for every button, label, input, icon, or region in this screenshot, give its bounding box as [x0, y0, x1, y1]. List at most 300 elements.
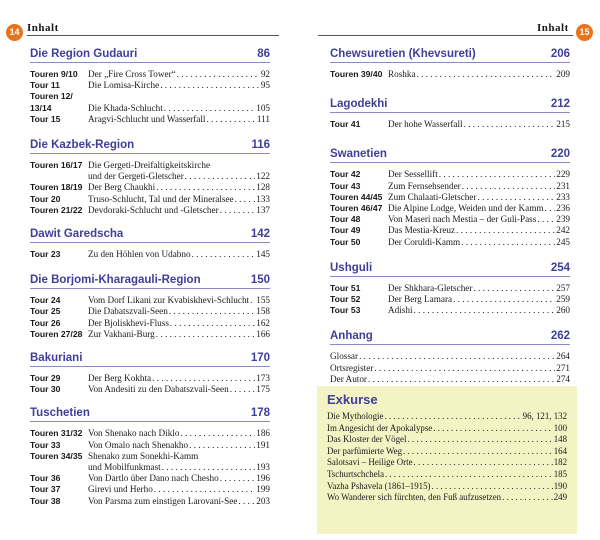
entry-title: Der Shkhara-Gletscher: [388, 282, 473, 293]
tour-number: Touren 9/10: [30, 69, 78, 79]
entry-title-wrap: [88, 329, 270, 340]
right-header-rule: [318, 35, 573, 36]
tour-number: Touren 16/17: [30, 160, 83, 171]
entry-page: 173: [256, 373, 270, 384]
exkurs-page: 190: [553, 480, 567, 491]
toc-entry[interactable]: [30, 160, 270, 171]
leader-dots: [230, 384, 256, 395]
section-heading[interactable]: [30, 270, 270, 289]
entry-title-wrap: [88, 295, 270, 306]
left-page-number: 14: [6, 24, 23, 41]
toc-entry[interactable]: [30, 295, 270, 306]
entry-page: 193: [256, 462, 270, 473]
toc-section: [330, 258, 570, 317]
entry-title-wrap: [88, 384, 270, 395]
exkurs-entry[interactable]: [327, 492, 567, 504]
right-page-title: Inhalt: [537, 22, 569, 34]
toc-entry[interactable]: [30, 80, 270, 91]
leader-dots: [220, 205, 256, 216]
entry-page: 229: [556, 169, 570, 180]
tour-number: Tour 29: [30, 373, 61, 384]
entry-title: Von Andesiti zu den Dabatszvali-Seen: [88, 384, 229, 395]
leader-dots: [473, 283, 555, 294]
toc-entry[interactable]: [30, 373, 270, 384]
toc-section: [30, 44, 270, 125]
toc-section: [30, 135, 270, 216]
appendix-entry[interactable]: [330, 374, 570, 385]
exkurs-entry[interactable]: [327, 423, 567, 435]
entry-page: 158: [256, 306, 270, 317]
entry-title: Die Dabatszvali-Seen: [88, 306, 168, 317]
exkurs-title: Salotsavi – Heilige Orte: [327, 457, 413, 468]
leader-dots: [414, 457, 553, 469]
entry-page: 175: [256, 384, 270, 395]
entry-title-wrap: [88, 114, 270, 125]
exkurs-title: Die Mythologie: [327, 411, 384, 421]
entry-page: 260: [556, 305, 570, 316]
leader-dots: [374, 363, 555, 374]
toc-entry[interactable]: [30, 484, 270, 495]
exkurs-title: Der parfümierte Weg: [327, 445, 403, 456]
entry-page: 155: [256, 295, 270, 306]
section-heading[interactable]: [30, 44, 270, 63]
leader-dots: [439, 169, 555, 180]
entry-page: 245: [556, 236, 570, 247]
entry-title: Der Berg Kokhta: [88, 373, 152, 384]
right-page-number: 15: [576, 24, 593, 41]
leader-dots: [403, 446, 553, 458]
left-header-rule: [27, 35, 279, 36]
left-toc-column: [30, 44, 270, 515]
section-page: 150: [250, 274, 270, 287]
toc-entry[interactable]: [30, 496, 270, 507]
entry-title-wrap: [388, 169, 570, 180]
tour-number: Tour 49: [330, 225, 361, 236]
entry-title: Der Bjoliskhevi-Fluss: [88, 317, 169, 328]
toc-entry[interactable]: [30, 428, 270, 439]
entry-title: und der Gergeti-Gletscher: [88, 171, 184, 182]
entry-page: 166: [256, 328, 270, 339]
entry-title: Das Mestia-Kreuz: [388, 225, 456, 236]
entry-title-wrap: [388, 192, 570, 203]
entry-title: Zu den Höhlen von Udabno: [88, 249, 191, 260]
exkurs-title: Vazha Pshavela (1861–1915): [327, 480, 431, 491]
tour-number: Tour 25: [30, 306, 61, 317]
section-name: Swanetien: [330, 148, 387, 161]
section-heading[interactable]: [30, 224, 270, 243]
tour-number: Touren 39/40: [330, 69, 383, 79]
section-name: Die Borjomi-Kharagauli-Region: [30, 274, 201, 287]
leader-dots: [160, 80, 260, 91]
toc-entry[interactable]: [330, 181, 570, 192]
entry-title: Aragvi-Schlucht und Wasserfall: [88, 113, 206, 124]
entry-title: Der Sessellift: [388, 169, 438, 180]
toc-section: [30, 348, 270, 395]
exkurs-page: 185: [553, 468, 567, 479]
tour-number: Tour 15: [30, 113, 61, 124]
entry-title-wrap: [88, 462, 270, 473]
section-heading[interactable]: [330, 144, 570, 163]
toc-entry[interactable]: [330, 169, 570, 180]
toc-entry[interactable]: [30, 473, 270, 484]
exkurs-page: 182: [553, 457, 567, 468]
tour-number: [30, 171, 88, 182]
entry-page: 92: [260, 69, 270, 79]
entry-page: 274: [556, 373, 570, 384]
exkurs-page: 249: [553, 492, 567, 503]
entry-title: Devdoraki-Schlucht und -Gletscher: [88, 204, 219, 215]
toc-entry[interactable]: [30, 306, 270, 317]
toc-entry[interactable]: [30, 103, 270, 114]
leader-dots: [220, 473, 255, 484]
tour-number: [30, 462, 88, 473]
entry-page: 95: [260, 80, 270, 91]
entry-page: 145: [256, 249, 270, 260]
toc-entry[interactable]: [30, 329, 270, 340]
section-heading[interactable]: [330, 94, 570, 113]
tour-number: Tour 36: [30, 473, 61, 484]
section-heading[interactable]: [330, 44, 570, 63]
entry-title-wrap: [388, 214, 570, 225]
section-name: Dawit Garedscha: [30, 228, 124, 241]
leader-dots: [368, 374, 555, 385]
leader-dots: [384, 411, 521, 423]
entry-title: Shenako zum Sonekhi-Kamm: [88, 450, 199, 461]
toc-entry[interactable]: [30, 91, 270, 102]
leader-dots: [464, 119, 556, 130]
tour-number: Touren 12/: [30, 91, 73, 102]
toc-section: [330, 144, 570, 247]
entry-title: Girevi und Herho: [88, 484, 153, 495]
leader-dots: [185, 171, 255, 182]
section-name: Ushguli: [330, 261, 373, 274]
leader-dots: [156, 329, 255, 340]
entry-page: 236: [556, 203, 570, 214]
toc-entry[interactable]: [30, 440, 270, 451]
leader-dots: [432, 481, 553, 493]
section-name: Tuschetien: [30, 407, 90, 420]
entry-title-wrap: [388, 283, 570, 294]
section-heading[interactable]: [30, 135, 270, 154]
tour-number: Tour 33: [30, 439, 61, 450]
entry-title: Die Lomisa-Kirche: [88, 80, 160, 91]
entry-title-wrap: [88, 473, 270, 484]
section-page: 206: [550, 48, 570, 60]
leader-dots: [417, 69, 556, 80]
entry-page: 203: [256, 495, 270, 506]
entry-title: Von Dartlo über Dano nach Chesho: [88, 473, 219, 484]
tour-number: Tour 43: [330, 180, 361, 191]
leader-dots: [162, 462, 255, 473]
toc-entry[interactable]: [30, 384, 270, 395]
toc-entry[interactable]: [330, 119, 570, 130]
exkurs-title: Tschurtschchela: [327, 468, 385, 479]
entry-title-wrap: [88, 496, 270, 507]
toc-entry[interactable]: [330, 237, 570, 248]
tour-number: Touren 21/22: [30, 204, 83, 215]
entry-title-wrap: [388, 294, 570, 305]
leader-dots: [250, 295, 255, 306]
leader-dots: [453, 294, 555, 305]
tour-number: Tour 52: [330, 294, 361, 305]
entry-title-wrap: [388, 69, 570, 80]
leader-dots: [189, 440, 255, 451]
entry-page: 162: [256, 317, 270, 328]
entry-title: Von Shenako nach Diklo: [88, 428, 180, 439]
entry-title: Zum Fernsehsender: [388, 180, 461, 191]
exkurs-entry[interactable]: [327, 469, 567, 481]
entry-page: 199: [256, 484, 270, 495]
entry-page: 233: [556, 191, 570, 202]
entry-title-wrap: [88, 103, 270, 114]
leader-dots: [169, 306, 255, 317]
entry-page: 122: [256, 171, 270, 182]
section-heading[interactable]: [30, 348, 270, 367]
entry-title-wrap: [88, 373, 270, 384]
entry-title-wrap: [88, 182, 270, 193]
tour-number: Tour 38: [30, 495, 61, 506]
section-name: Chewsuretien (Khevsureti): [330, 48, 476, 60]
leader-dots: [414, 305, 556, 316]
toc-section: [330, 44, 570, 80]
exkurs-entry[interactable]: [327, 481, 567, 493]
section-page: 254: [550, 261, 570, 274]
tour-number: Touren 31/32: [30, 428, 83, 439]
toc-entry[interactable]: [330, 294, 570, 305]
exkurs-page: 100: [553, 422, 567, 433]
entry-title-wrap: [388, 181, 570, 192]
section-name: Lagodekhi: [330, 98, 388, 111]
entry-title-wrap: [88, 484, 270, 495]
entry-title: Zum Chalaati-Gletscher: [388, 191, 477, 202]
exkurs-entry[interactable]: [327, 446, 567, 458]
tour-number: Tour 48: [330, 214, 361, 225]
entry-title-wrap: [388, 119, 570, 130]
leader-dots: [385, 469, 553, 481]
entry-title-wrap: [88, 440, 270, 451]
entry-page: 259: [556, 294, 570, 305]
tour-number: Touren 27/28: [30, 328, 83, 339]
entry-page: 215: [556, 119, 570, 130]
entry-page: 264: [556, 351, 570, 362]
entry-page: 257: [556, 282, 570, 293]
entry-page: 128: [256, 182, 270, 193]
leader-dots: [164, 103, 255, 114]
left-page-title: Inhalt: [27, 22, 59, 34]
section-page: 212: [550, 98, 570, 111]
entry-title: Der Autor: [330, 373, 367, 384]
toc-entry[interactable]: [330, 305, 570, 316]
entry-title-wrap: [88, 80, 270, 91]
leader-dots: [238, 496, 255, 507]
entry-page: 191: [256, 439, 270, 450]
toc-entry[interactable]: [330, 203, 570, 214]
exkurs-entry[interactable]: [327, 434, 567, 446]
leader-dots: [235, 194, 256, 205]
tour-number: Touren 18/19: [30, 182, 83, 193]
tour-number: Tour 41: [330, 119, 361, 130]
leader-dots: [359, 351, 555, 362]
section-name: Die Kazbek-Region: [30, 139, 135, 152]
toc-entry[interactable]: [30, 114, 270, 125]
section-page: 220: [550, 148, 570, 161]
entry-title: Roshka: [388, 69, 416, 79]
toc-entry[interactable]: [30, 194, 270, 205]
entry-title-wrap: [88, 306, 270, 317]
entry-title: Adishi: [388, 305, 413, 316]
leader-dots: [461, 237, 555, 248]
tour-number: Tour 20: [30, 193, 61, 204]
entry-page: 186: [256, 428, 270, 439]
tour-number: Tour 50: [330, 236, 361, 247]
tour-number: Tour 51: [330, 282, 361, 293]
entry-title: Von Maseri nach Mestia – der Guli-Pass: [388, 214, 537, 225]
leader-dots: [180, 428, 255, 439]
toc-entry[interactable]: [30, 318, 270, 329]
entry-title-wrap: [388, 305, 570, 316]
entry-title-wrap: [88, 171, 270, 182]
entry-page: 196: [256, 473, 270, 484]
section-page: 178: [250, 407, 270, 420]
entry-title-wrap: [388, 237, 570, 248]
page-header: [0, 0, 600, 36]
tour-number: Tour 30: [30, 384, 61, 395]
toc-entry[interactable]: [30, 462, 270, 473]
entry-page: 271: [556, 362, 570, 373]
section-page: 86: [257, 48, 270, 60]
entry-title: Die Gergeti-Dreifaltigkeitskirche: [88, 160, 211, 171]
exkurs-page: 148: [553, 434, 567, 445]
section-name: Die Region Gudauri: [30, 48, 138, 60]
exkurs-title: Das Kloster der Vögel: [327, 434, 407, 445]
leader-dots: [177, 69, 260, 80]
tour-number: Tour 37: [30, 484, 61, 495]
exkurs-entry[interactable]: [327, 411, 567, 423]
exkurse-list: [327, 411, 567, 504]
exkurs-title: Im Angesicht der Apokalypse: [327, 422, 433, 433]
leader-dots: [206, 114, 255, 125]
entry-page: 231: [556, 180, 570, 191]
toc-entry[interactable]: [330, 214, 570, 225]
toc-entry[interactable]: [330, 192, 570, 203]
entry-title: Der Berg Lamara: [388, 294, 453, 305]
section-page: 116: [251, 139, 270, 152]
toc-entry[interactable]: [330, 225, 570, 236]
entry-title: Truso-Schlucht, Tal und der Mineralsee: [88, 193, 234, 204]
leader-dots: [154, 484, 255, 495]
exkurs-entry[interactable]: [327, 457, 567, 469]
entry-title: Der Berg Chaukhi: [88, 182, 156, 193]
entry-title-wrap: [88, 69, 270, 80]
tour-number: Touren 46/47: [330, 203, 383, 214]
entry-title: und Mobilfunkmast: [88, 462, 161, 473]
toc-section: [30, 403, 270, 506]
leader-dots: [545, 203, 556, 214]
entry-page: 137: [256, 204, 270, 215]
exkurs-page: 164: [553, 445, 567, 456]
entry-title: Zur Vakhani-Burg: [88, 328, 155, 339]
entry-title-wrap: [88, 205, 270, 216]
section-page: 262: [550, 330, 570, 343]
entry-page: 239: [556, 214, 570, 225]
leader-dots: [407, 434, 552, 446]
entry-title: Die Khada-Schlucht: [88, 102, 163, 113]
entry-page: 209: [556, 69, 570, 79]
toc-entry[interactable]: [30, 182, 270, 193]
leader-dots: [170, 318, 255, 329]
entry-page: 105: [256, 102, 270, 113]
leader-dots: [192, 249, 256, 260]
appendix-entry[interactable]: [330, 363, 570, 374]
entry-title-wrap: [88, 451, 270, 462]
section-heading[interactable]: [330, 258, 570, 277]
tour-number: Touren 44/45: [330, 191, 383, 202]
entry-title: Vom Dorf Likani zur Kvabiskhevi-Schlucht: [88, 295, 250, 306]
leader-dots: [462, 181, 556, 192]
section-page: 142: [250, 228, 270, 241]
tour-number: Tour 11: [30, 80, 60, 91]
leader-dots: [456, 225, 555, 236]
entry-page: 242: [556, 225, 570, 236]
entry-title-wrap: [88, 160, 270, 171]
toc-entry[interactable]: [330, 69, 570, 80]
toc-section: [30, 224, 270, 260]
tour-number: Tour 23: [30, 249, 61, 260]
toc-section: [330, 94, 570, 130]
toc-entry[interactable]: [30, 171, 270, 182]
tour-number: Tour 42: [330, 169, 361, 180]
entry-title: Von Parsma zum einstigen Larovani-See: [88, 495, 238, 506]
tour-number: Tour 24: [30, 295, 61, 306]
entry-page: 133: [256, 193, 270, 204]
entry-title-wrap: [88, 318, 270, 329]
section-name: Anhang: [330, 330, 373, 343]
entry-title: Ortsregister: [330, 362, 374, 373]
exkurs-title: Wo Wanderer sich fürchten, den Fuß aufzusetzen: [327, 492, 502, 503]
section-name: Bakuriani: [30, 352, 83, 365]
leader-dots: [502, 492, 553, 504]
leader-dots: [156, 182, 255, 193]
entry-title: Der „Fire Cross Tower“: [88, 69, 176, 79]
appendix-entry[interactable]: [330, 351, 570, 362]
leader-dots: [478, 192, 556, 203]
tour-number: Tour 53: [330, 305, 361, 316]
toc-entry[interactable]: [330, 283, 570, 294]
tour-number: Tour 26: [30, 317, 61, 328]
leader-dots: [152, 373, 255, 384]
exkurse-heading: Exkurse: [327, 392, 378, 407]
exkurs-page: 96, 121, 132: [522, 411, 567, 421]
tour-number: 13/14: [30, 102, 52, 113]
section-heading[interactable]: [30, 403, 270, 422]
toc-entry[interactable]: [30, 205, 270, 216]
section-heading[interactable]: [330, 326, 570, 345]
entry-title-wrap: [388, 203, 570, 214]
leader-dots: [537, 214, 555, 225]
toc-entry[interactable]: [30, 451, 270, 462]
exkurse-box: [317, 386, 577, 534]
entry-title-wrap: [388, 225, 570, 236]
entry-title: Der Coruldi-Kamm: [388, 236, 461, 247]
entry-title: Der hohe Wasserfall: [388, 119, 463, 130]
leader-dots: [433, 423, 552, 435]
toc-entry[interactable]: [30, 69, 270, 80]
toc-entry[interactable]: [30, 249, 270, 260]
entry-title-wrap: [88, 194, 270, 205]
entry-title-wrap: [88, 91, 270, 102]
entry-title-wrap: [88, 249, 270, 260]
entry-title: Von Omalo nach Shenakho: [88, 439, 189, 450]
